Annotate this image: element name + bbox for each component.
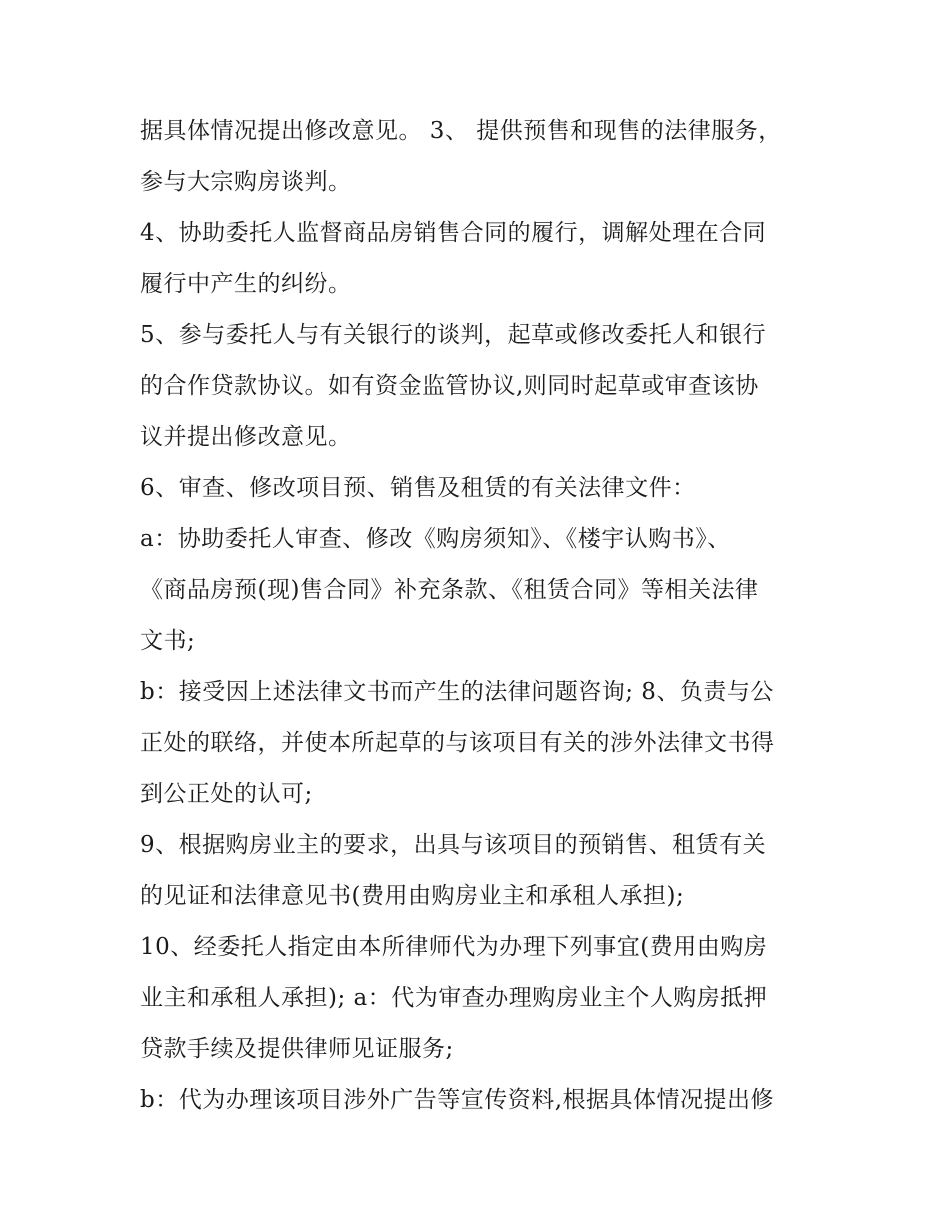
text-line: 据具体情况提出修改意见。 3、 提供预售和现售的法律服务， xyxy=(140,118,782,144)
text-line: 4、协助委托人监督商品房销售合同的履行，调解处理在合同 xyxy=(140,220,767,246)
text-line: 业主和承租人承担); a：代为审查办理购房业主个人购房抵押 xyxy=(140,985,768,1011)
text-line: 贷款手续及提供律师见证服务; xyxy=(140,1036,454,1062)
text-line: 《商品房预(现)售合同》补充条款、《租赁合同》等相关法律 xyxy=(140,577,759,603)
text-line: 议并提出修改意见。 xyxy=(140,424,352,450)
text-line: 履行中产生的纠纷。 xyxy=(140,271,352,297)
text-line: 6、审查、修改项目预、销售及租赁的有关法律文件： xyxy=(140,475,696,501)
text-line: 文书; xyxy=(140,628,196,654)
text-line: a：协助委托人审查、修改《购房须知》、《楼宇认购书》、 xyxy=(140,526,731,552)
text-line: b：代为办理该项目涉外广告等宣传资料,根据具体情况提出修 xyxy=(140,1087,775,1113)
text-line: 到公正处的认可; xyxy=(140,781,313,807)
text-line: 9、根据购房业主的要求，出具与该项目的预销售、租赁有关 xyxy=(140,832,767,858)
text-line: 参与大宗购房谈判。 xyxy=(140,169,352,195)
text-line: b：接受因上述法律文书而产生的法律问题咨询; 8、负责与公 xyxy=(140,679,774,705)
text-line: 的合作贷款协议。如有资金监管协议,则同时起草或审查该协 xyxy=(140,373,759,399)
text-line: 10、经委托人指定由本所律师代为办理下列事宜(费用由购房 xyxy=(140,934,768,960)
text-line: 5、参与委托人与有关银行的谈判，起草或修改委托人和银行 xyxy=(140,322,767,348)
document-body xyxy=(140,106,820,1126)
text-line: 的见证和法律意见书(费用由购房业主和承租人承担); xyxy=(140,883,685,909)
text-line: 正处的联络，并使本所起草的与该项目有关的涉外法律文书得 xyxy=(140,730,775,756)
